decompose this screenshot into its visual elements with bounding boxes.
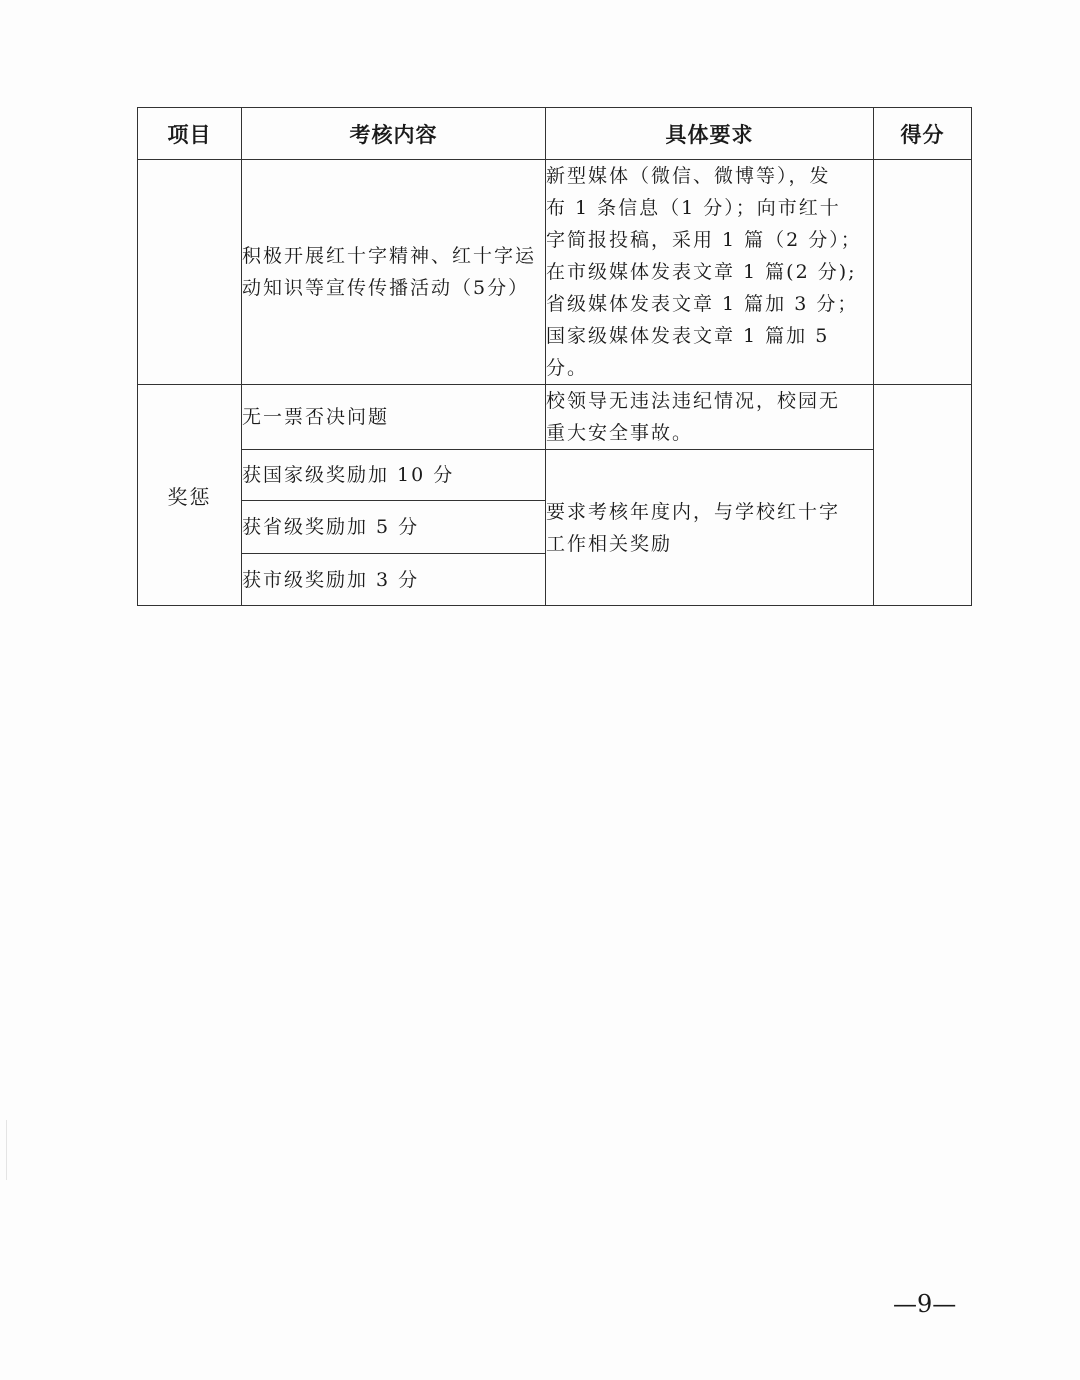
cell-no-veto-requirement: [546, 385, 874, 450]
header-requirement: 具体要求: [546, 108, 874, 160]
header-item: 项目: [138, 108, 242, 160]
requirement-line: 重大安全事故。: [546, 422, 694, 444]
scan-margin-mark: [6, 1120, 7, 1180]
cell-rewards-label: 奖惩: [138, 385, 242, 606]
cell-propaganda-score: [874, 160, 972, 385]
table-row-national-award: [138, 450, 972, 501]
cell-no-veto-content: 无一票否决问题: [242, 385, 546, 450]
table-row-propaganda: [138, 160, 972, 385]
assessment-table: [137, 107, 972, 606]
requirement-line: 工作相关奖励: [546, 532, 673, 555]
table-header-row: [138, 108, 972, 160]
header-score: 得分: [874, 108, 972, 160]
requirement-line: 字简报投稿，采用 1 篇（2 分）；: [546, 229, 862, 251]
cell-rewards-score: [874, 385, 972, 606]
requirement-line: 要求考核年度内，与学校红十字: [546, 500, 841, 523]
requirement-line: 在市级媒体发表文章 1 篇(2 分);: [546, 261, 857, 283]
cell-national-award: 获国家级奖励加 10 分: [242, 450, 546, 501]
cell-item-empty: [138, 160, 242, 385]
cell-province-award: 获省级奖励加 5 分: [242, 501, 546, 554]
header-content: 考核内容: [242, 108, 546, 160]
cell-propaganda-content: 积极开展红十字精神、红十字运动知识等宣传传播活动（5分）: [242, 160, 546, 385]
requirement-line: 新型媒体（微信、微博等），发: [546, 165, 831, 187]
cell-city-award: 获市级奖励加 3 分: [242, 554, 546, 606]
assessment-table-wrapper: [137, 107, 971, 606]
requirement-line: 校领导无违法违纪情况，校园无: [546, 390, 841, 412]
table-row-no-veto: [138, 385, 972, 450]
requirement-line: 布 1 条信息（1 分）；向市红十: [546, 197, 841, 219]
page-number: —9—: [893, 1290, 957, 1318]
requirement-line: 省级媒体发表文章 1 篇加 3 分；: [546, 293, 859, 315]
requirement-line: 国家级媒体发表文章 1 篇加 5 分。: [546, 325, 830, 379]
cell-propaganda-requirement: [546, 160, 874, 385]
cell-award-requirement: [546, 450, 874, 606]
